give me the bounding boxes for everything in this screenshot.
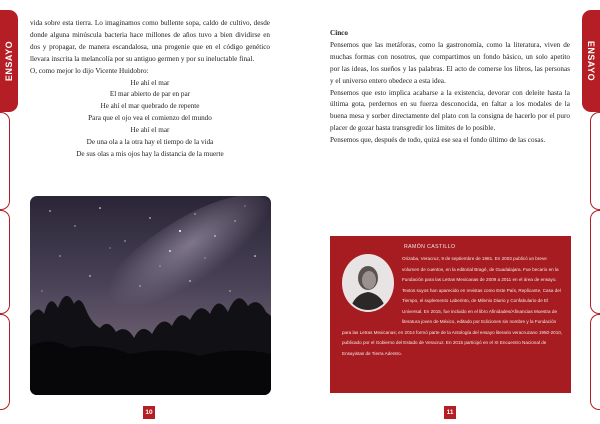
- ensayo-tab-left: [0, 10, 18, 112]
- edge-bracket: [590, 112, 600, 210]
- body-paragraph: vida sobre esta tierra. Lo imaginamos como bullente sopa, caldo de cultivo, desde donde alguna minúscula bacteria hace millones de años tuvo a bien dividirse en dos y propagar, de manera escandalosa, una progenie que en el código genético llevara inscrita la melancolía por su antiguo germen y por su ineluctable final.: [30, 19, 270, 63]
- edge-bracket: [0, 112, 10, 210]
- poem-line: He ahí el mar quebrado de repente: [100, 102, 200, 111]
- author-bio-text: [342, 254, 563, 359]
- page-number: 11: [444, 406, 456, 419]
- poem-line: He ahí el mar: [130, 78, 170, 87]
- poem: [30, 78, 270, 161]
- left-page-body: [30, 18, 270, 161]
- poem-line: De sus olas a mis ojos hay la distancia de la muerte: [76, 149, 224, 158]
- right-page-body: [330, 28, 570, 147]
- bio-paragraph: Orizaba, Veracruz, 9 de septiembre de 1981. En 2003 publicó un breve volumen de cuentos, en la editorial Bragé, de Guadalajara. Fue becario en la Fundación para las Letras Mexicanas de 2009 a 2011 en el área de ensayo. Textos suyos han aparecido en revistas como Este País, Replicante, Casa del Tiempo, el suplemento Laberinto, de Milenio Diario y Confabulario de El Universal. En 2015, fue incluido en el libro Afinidades/Afinancias Muestra de literatura joven de México, editado por Ediciones sin nombre y la Fundación para las Letras Mexicanas; en 2014 formó parte de la Antología del ensayo literario veracruzano 1950-2010, publicado por el Gobierno del Estado de Veracruz. En 2015 participó en el XI Encuentro Nacional de Ensayistas de Tierra Adentro.: [342, 256, 563, 356]
- edge-bracket: [590, 210, 600, 314]
- ensayo-tab-right: [582, 10, 600, 112]
- night-sky-photo: [30, 196, 271, 395]
- night-sky-image: [30, 196, 271, 395]
- ensayo-tab-label: ENSAYO: [4, 40, 14, 82]
- poem-line: He ahí el mar: [130, 126, 170, 135]
- portrait-spacer: [342, 254, 402, 318]
- poem-line: Para que el ojo vea el comienzo del mundo: [88, 114, 212, 123]
- edge-bracket: [0, 210, 10, 314]
- poem-line: De una ola a la otra hay el tiempo de la vida: [86, 138, 214, 147]
- page-number: 10: [143, 406, 155, 419]
- edge-bracket: [590, 314, 600, 410]
- author-bio-box: [330, 236, 571, 393]
- body-paragraph: Pensemos que las metáforas, como la gastronomía, como la literatura, viven de muchas formas con nosotros, que compartimos un fondo básico, un solo apetito por las ideas, los sueños y las palabras. El acto de comerse los libros, las personas y el universo entero obedece a esta idea.: [330, 40, 570, 85]
- body-paragraph: Pensemos que, después de todo, quizá ese sea el fondo último de las cosas.: [330, 136, 546, 145]
- poem-line: El mar abierto de par en par: [109, 90, 191, 99]
- body-paragraph: Pensemos que esto implica acabarse a la existencia, devorar con deleite hasta la última gota, perdernos en su fuerza desconocida, en faltar a los modales de la buena mesa y sorber directamente del plato con la consigna de hacerlo por el puro placer de gozar hasta transgredir los límites de lo posible.: [330, 88, 570, 133]
- ensayo-tab-label: ENSAYO: [586, 40, 596, 82]
- right-edge-decoration: [580, 0, 600, 424]
- left-edge-decoration: [0, 0, 20, 424]
- edge-bracket: [0, 314, 10, 410]
- author-name: RAMÓN CASTILLO: [404, 244, 456, 250]
- body-paragraph: O, como mejor lo dijo Vicente Huidobro:: [30, 66, 149, 75]
- section-heading: Cinco: [330, 29, 348, 37]
